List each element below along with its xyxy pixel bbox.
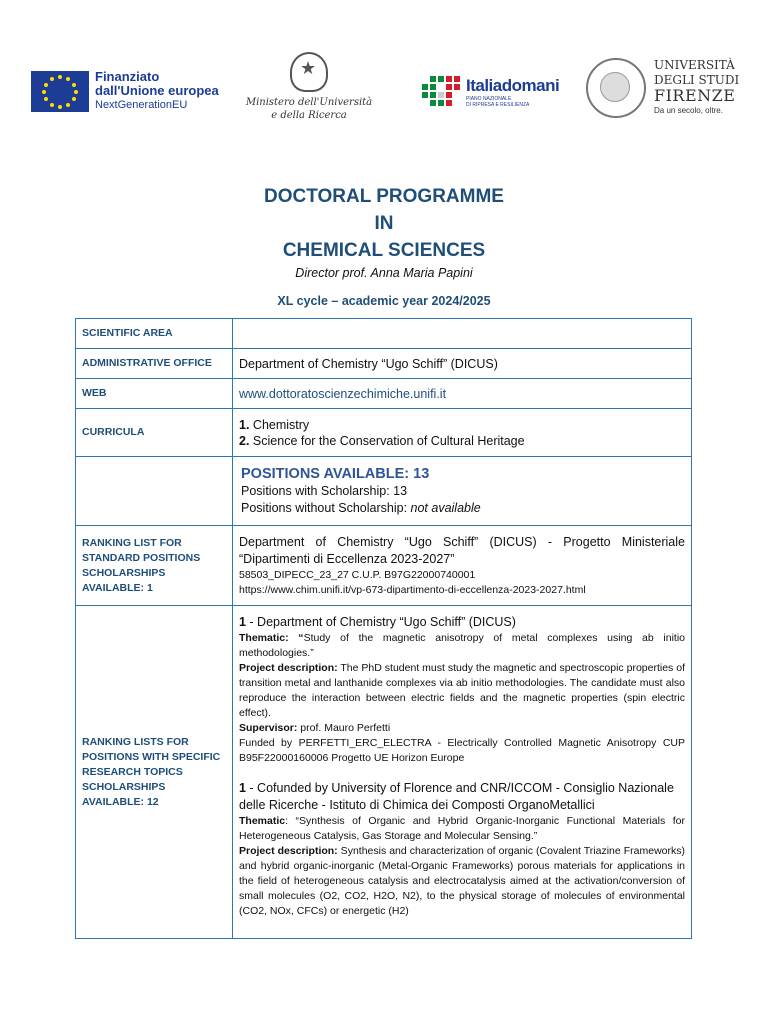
eu-logo-line1: Finanziato — [95, 69, 160, 84]
table-row-ranking-specific — [76, 606, 692, 939]
ranking-standard-title: Department of Chemistry “Ugo Schiff” (DICUS) - Progetto Ministeriale “Dipartimenti di Eccellenza 2023-2027” — [239, 534, 685, 566]
eu-logo-line2: dall'Unione europea — [95, 83, 219, 98]
positions-label-cell — [76, 457, 233, 526]
project-2-description: Project description: Synthesis and characterization of organic (Covalent Triazine Frameworks) and hybrid organic-inorganic (Metal-Organic Frameworks) porous materials for applications in the field of heterogeneous catalysis and electrocatalysis aimed at the activation/conversion of small molecules (O2, CO2, H2O, N2), to the physical storage of molecules of environmental (CO2, NOx, CFCs) or energetic (H2) — [239, 845, 685, 917]
ministry-line1: Ministero dell'Università — [245, 97, 373, 108]
eu-logo-line3: NextGenerationEU — [95, 99, 188, 111]
unifi-line1: UNIVERSITÀ — [654, 58, 735, 72]
curriculum-item-1: 1. Chemistry — [239, 417, 310, 432]
table-row-ranking-standard — [76, 526, 692, 606]
italiadomani-logo — [420, 72, 559, 112]
university-seal-icon — [586, 58, 646, 118]
scientific-area-label: SCIENTIFIC AREA — [76, 319, 233, 349]
ranking-standard-code: 58503_DIPECC_23_27 C.U.P. B97G22000740001 — [239, 568, 476, 581]
ranking-specific-label: RANKING LISTS FOR POSITIONS WITH SPECIFIC RESEARCH TOPICS SCHOLARSHIPS AVAILABLE: 12 — [76, 606, 233, 939]
web-link[interactable]: www.dottoratoscienzechimiche.unifi.it — [239, 386, 447, 401]
project-1-thematic: Thematic: “Study of the magnetic anisotropy of metal complexes using ab initio methodologies.” — [239, 632, 685, 659]
unifi-line3: FIRENZE — [654, 86, 736, 105]
project-2-thematic: Thematic: “Synthesis of Organic and Hybrid Organic-Inorganic Functional Materials for Heterogeneous Catalysis, Gas Storage and Molecular Sensing.” — [239, 815, 685, 842]
cycle-line: XL cycle – academic year 2024/2025 — [277, 294, 491, 308]
page-title — [0, 183, 768, 264]
project-1-title: 1 - Department of Chemistry “Ugo Schiff” (DICUS) — [239, 615, 516, 629]
unifi-logo — [586, 58, 739, 118]
table-row-admin-office — [76, 349, 692, 379]
positions-with-scholarship: Positions with Scholarship: 13 — [241, 484, 408, 498]
title-line2: IN — [374, 213, 394, 234]
eu-logo — [31, 70, 219, 112]
project-2-title: 1 - Cofunded by University of Florence and CNR/ICCOM - Consiglio Nazionale delle Ricerche - Istituto di Chimica dei Composti OrganoMetallici — [239, 781, 674, 812]
table-row-curricula — [76, 409, 692, 457]
web-label: WEB — [76, 379, 233, 409]
unifi-motto: Da un secolo, oltre. — [654, 106, 723, 115]
curriculum-item-2: 2. Science for the Conservation of Cultural Heritage — [239, 433, 525, 448]
italiadomani-mark-icon — [420, 72, 462, 112]
curricula-label: CURRICULA — [76, 409, 233, 457]
title-line3: CHEMICAL SCIENCES — [282, 240, 486, 261]
ministry-line2: e della Ricerca — [271, 110, 347, 121]
positions-heading: POSITIONS AVAILABLE: 13 — [241, 466, 430, 482]
project-1-description: Project description: The PhD student must study the magnetic and spectroscopic properties of transition metal and lanthanide complexes via ab initio methodologies. The candidate must also reproduce the interaction between electric fields and the magnetic properties (spin electric effect). — [239, 662, 686, 719]
ranking-standard-url[interactable]: https://www.chim.unifi.it/vp-673-dipartimento-di-eccellenza-2023-2027.html — [239, 583, 586, 596]
table-row-positions — [76, 457, 692, 526]
logo-bar — [0, 0, 768, 135]
italiadomani-name: Italiadomani — [466, 76, 560, 95]
title-line1: DOCTORAL PROGRAMME — [264, 186, 504, 207]
admin-office-value: Department of Chemistry “Ugo Schiff” (DICUS) — [233, 349, 692, 379]
italiadomani-sub1: PIANO NAZIONALE — [466, 96, 512, 102]
italiadomani-sub2: DI RIPRESA E RESILIENZA — [466, 102, 530, 108]
ministry-logo — [244, 52, 374, 122]
table-row-web — [76, 379, 692, 409]
ranking-standard-label: RANKING LIST FOR STANDARD POSITIONS SCHOLARSHIPS AVAILABLE: 1 — [76, 526, 233, 606]
unifi-line2: DEGLI STUDI — [654, 73, 740, 87]
eu-flag-icon — [31, 71, 89, 112]
admin-office-label: ADMINISTRATIVE OFFICE — [76, 349, 233, 379]
italian-emblem-icon: ★ — [290, 52, 328, 92]
scientific-area-value — [233, 319, 692, 349]
table-row-scientific-area — [76, 319, 692, 349]
project-1-supervisor: Supervisor: prof. Mauro Perfetti — [239, 722, 391, 734]
project-1-funding: Funded by PERFETTI_ERC_ELECTRA - Electrically Controlled Magnetic Anisotropy CUP B95F22000160006 Progetto UE Horizon Europe — [239, 737, 685, 764]
director-line: Director prof. Anna Maria Papini — [295, 266, 473, 280]
positions-without-scholarship: Positions without Scholarship: not available — [241, 501, 481, 515]
programme-table — [75, 318, 692, 939]
